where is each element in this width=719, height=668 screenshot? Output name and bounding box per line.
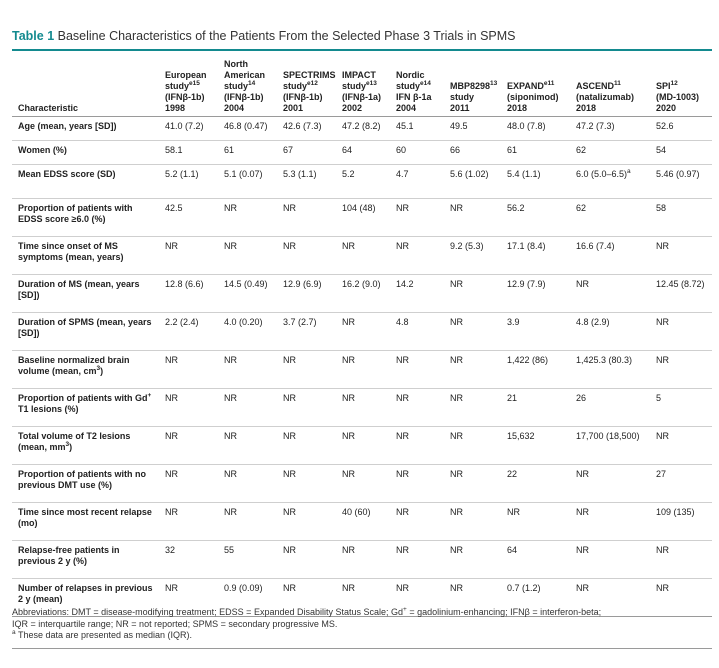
row-label: Mean EDSS score (SD) [12, 165, 162, 199]
table-cell: NR [653, 351, 712, 389]
table-row [12, 427, 712, 465]
table-cell: NR [221, 465, 280, 503]
table-number: Table 1 [12, 29, 55, 43]
table-cell: 58.1 [162, 141, 221, 165]
table-cell: 26 [573, 389, 653, 427]
table-cell: NR [221, 427, 280, 465]
table-cell: 15,632 [504, 427, 573, 465]
table-cell: NR [339, 237, 393, 275]
table-cell: NR [447, 199, 504, 237]
table-cell: NR [393, 541, 447, 579]
table-cell: NR [339, 427, 393, 465]
table-cell: NR [280, 351, 339, 389]
table-cell: NR [447, 503, 504, 541]
header-study-8: SPI$^{12}$ (MD-1003) 2020 [653, 54, 712, 117]
baseline-characteristics-table [12, 54, 712, 617]
table-cell: 17.1 (8.4) [504, 237, 573, 275]
table-cell: 12.45 (8.72) [653, 275, 712, 313]
row-label: Women (%) [12, 141, 162, 165]
table-cell: NR [447, 275, 504, 313]
table-cell: NR [162, 427, 221, 465]
row-label: Time since onset of MS symptoms (mean, years) [12, 237, 162, 275]
table-cell: 16.2 (9.0) [339, 275, 393, 313]
table-cell: NR [339, 313, 393, 351]
abbreviations-line-1: Abbreviations: DMT = disease-modifying treatment; EDSS = Expanded Disability Status Scale; Gd+ = gadolinium-enhancing; IFNβ = interferon-beta; [12, 606, 602, 617]
table-cell: NR [447, 389, 504, 427]
table-cell: 0.7 (1.2) [504, 579, 573, 617]
table-row [12, 199, 712, 237]
table-cell: 5.46 (0.97) [653, 165, 712, 199]
table-cell: 5.3 (1.1) [280, 165, 339, 199]
table-cell: 47.2 (7.3) [573, 117, 653, 141]
table-cell: 1,422 (86) [504, 351, 573, 389]
table-cell: 9.2 (5.3) [447, 237, 504, 275]
table-cell: 104 (48) [339, 199, 393, 237]
table-cell: 42.6 (7.3) [280, 117, 339, 141]
table-cell: NR [447, 427, 504, 465]
table-title: Baseline Characteristics of the Patients From the Selected Phase 3 Trials in SPMS [57, 29, 516, 43]
table-cell: NR [653, 313, 712, 351]
table-cell: 12.9 (6.9) [280, 275, 339, 313]
table-cell: 17,700 (18,500) [573, 427, 653, 465]
header-study-1: North American study$^{14}$ (IFNβ-1b) 2004 [221, 54, 280, 117]
table-row [12, 117, 712, 141]
row-label: Baseline normalized brain volume (mean, $cm^3$) [12, 351, 162, 389]
caption-rule [12, 49, 712, 51]
header-study-3: IMPACT study$^{e13}$ (IFNβ-1a) 2002 [339, 54, 393, 117]
table-cell: NR [393, 503, 447, 541]
table-cell: NR [162, 237, 221, 275]
table-cell: 1,425.3 (80.3) [573, 351, 653, 389]
row-label: Proportion of patients with no previous DMT use (%) [12, 465, 162, 503]
header-study-5: MBP8298$^{13}$ study 2011 [447, 54, 504, 117]
row-label: Relapse-free patients in previous 2 y (%) [12, 541, 162, 579]
table-cell: 4.8 (2.9) [573, 313, 653, 351]
table-row [12, 541, 712, 579]
table-row [12, 313, 712, 351]
table-cell: 47.2 (8.2) [339, 117, 393, 141]
table-cell: NR [280, 503, 339, 541]
table-cell: NR [393, 427, 447, 465]
row-label: Age (mean, years [SD]) [12, 117, 162, 141]
table-cell: 21 [504, 389, 573, 427]
table-cell: NR [162, 389, 221, 427]
table-cell: NR [339, 389, 393, 427]
table-cell: NR [504, 503, 573, 541]
table-cell: NR [653, 541, 712, 579]
table-cell: NR [339, 541, 393, 579]
table-cell: NR [221, 237, 280, 275]
table-cell: NR [653, 237, 712, 275]
header-study-2: SPECTRIMS study$^{e12}$ (IFNβ-1b) 2001 [280, 54, 339, 117]
table-row [12, 389, 712, 427]
table-cell: NR [162, 351, 221, 389]
abbreviations-line-2: IQR = interquartile range; NR = not reported; SPMS = secondary progressive MS. [12, 618, 338, 629]
table-header-row [12, 54, 712, 117]
table-cell: 56.2 [504, 199, 573, 237]
table-cell: 4.0 (0.20) [221, 313, 280, 351]
table-cell: NR [280, 465, 339, 503]
table-cell: NR [280, 389, 339, 427]
table-cell: NR [393, 465, 447, 503]
table-cell: 4.8 [393, 313, 447, 351]
table-cell: 46.8 (0.47) [221, 117, 280, 141]
table-cell: NR [221, 389, 280, 427]
top-rule [0, 0, 719, 12]
table-cell: 3.7 (2.7) [280, 313, 339, 351]
table-cell: 5.6 (1.02) [447, 165, 504, 199]
table-cell: 64 [504, 541, 573, 579]
table-cell: 32 [162, 541, 221, 579]
median-note: $^a$ These data are presented as median (IQR). [12, 629, 193, 640]
table-cell: NR [221, 503, 280, 541]
table-cell: 12.8 (6.6) [162, 275, 221, 313]
table-cell: NR [573, 541, 653, 579]
row-label: Duration of MS (mean, years [SD]) [12, 275, 162, 313]
row-label: Total volume of T2 lesions (mean, $mm^3$) [12, 427, 162, 465]
row-label: Duration of SPMS (mean, years [SD]) [12, 313, 162, 351]
bottom-rule [12, 648, 712, 649]
table-row [12, 351, 712, 389]
table-cell: 58 [653, 199, 712, 237]
table-cell: NR [447, 313, 504, 351]
table-cell: NR [393, 237, 447, 275]
table-cell: NR [573, 465, 653, 503]
table-cell: 0.9 (0.09) [221, 579, 280, 617]
table-body [12, 117, 712, 617]
table-cell: 4.7 [393, 165, 447, 199]
table-cell: NR [280, 237, 339, 275]
table-footnote [12, 607, 712, 642]
table-cell: NR [280, 541, 339, 579]
table-cell: 42.5 [162, 199, 221, 237]
table-cell: 55 [221, 541, 280, 579]
table-cell: NR [447, 351, 504, 389]
table-cell: NR [339, 465, 393, 503]
table-cell: 64 [339, 141, 393, 165]
table-cell: 14.2 [393, 275, 447, 313]
table-cell: NR [339, 351, 393, 389]
table-cell: 6.0 $(5.0-6.5)^a$ [573, 165, 653, 199]
table-cell: 66 [447, 141, 504, 165]
table-cell: 27 [653, 465, 712, 503]
table-cell: NR [447, 579, 504, 617]
table-cell: 41.0 (7.2) [162, 117, 221, 141]
table-cell: 48.0 (7.8) [504, 117, 573, 141]
table-cell: NR [653, 427, 712, 465]
table-cell: NR [280, 579, 339, 617]
row-label: Proportion of patients with EDSS score ≥6.0 (%) [12, 199, 162, 237]
table-cell: 40 (60) [339, 503, 393, 541]
table-cell: NR [221, 199, 280, 237]
table-cell: 61 [504, 141, 573, 165]
table-cell: 5.2 (1.1) [162, 165, 221, 199]
table-cell: NR [162, 503, 221, 541]
table-cell: NR [573, 579, 653, 617]
table-cell: 109 (135) [653, 503, 712, 541]
table-cell: NR [573, 503, 653, 541]
table-cell: NR [339, 579, 393, 617]
table-cell: NR [447, 465, 504, 503]
table-cell: NR [393, 389, 447, 427]
header-study-7: ASCEND$^{11}$ (natalizumab) 2018 [573, 54, 653, 117]
header-study-0: European study$^{e15}$ (IFNβ-1b) 1998 [162, 54, 221, 117]
table-cell: 67 [280, 141, 339, 165]
table-cell: 62 [573, 141, 653, 165]
table-cell: NR [393, 199, 447, 237]
table-row [12, 237, 712, 275]
table-cell: 5.2 [339, 165, 393, 199]
table-cell: 12.9 (7.9) [504, 275, 573, 313]
table-cell: 45.1 [393, 117, 447, 141]
table-cell: NR [653, 579, 712, 617]
table-cell: 5.4 (1.1) [504, 165, 573, 199]
table-cell: 22 [504, 465, 573, 503]
table-cell: 61 [221, 141, 280, 165]
table-cell: NR [221, 351, 280, 389]
table-cell: 62 [573, 199, 653, 237]
table-row [12, 275, 712, 313]
table-cell: NR [280, 427, 339, 465]
table-cell: 16.6 (7.4) [573, 237, 653, 275]
row-label: Time since most recent relapse (mo) [12, 503, 162, 541]
header-characteristic: Characteristic [12, 54, 162, 117]
table-cell: NR [447, 541, 504, 579]
header-study-4: Nordic study$^{e14}$ IFN β-1a 2004 [393, 54, 447, 117]
table-cell: 54 [653, 141, 712, 165]
table-cell: 5.1 (0.07) [221, 165, 280, 199]
table-cell: NR [280, 199, 339, 237]
table-cell: 49.5 [447, 117, 504, 141]
table-cell: 5 [653, 389, 712, 427]
header-study-6: $EXPAND^{e11}$ (siponimod) 2018 [504, 54, 573, 117]
table-cell: NR [393, 579, 447, 617]
table-cell: NR [573, 275, 653, 313]
table-cell: 60 [393, 141, 447, 165]
row-label: Proportion of patients with Gd+ T1 lesions (%) [12, 389, 162, 427]
table-cell: NR [162, 579, 221, 617]
table-row [12, 503, 712, 541]
row-label: Number of relapses in previous 2 y (mean) [12, 579, 162, 617]
table-caption [12, 29, 712, 43]
table-cell: NR [162, 465, 221, 503]
table-cell: 2.2 (2.4) [162, 313, 221, 351]
table-cell: NR [393, 351, 447, 389]
table-cell: 14.5 (0.49) [221, 275, 280, 313]
table-row [12, 465, 712, 503]
table-row [12, 141, 712, 165]
table-cell: 52.6 [653, 117, 712, 141]
table-cell: 3.9 [504, 313, 573, 351]
table-row [12, 165, 712, 199]
